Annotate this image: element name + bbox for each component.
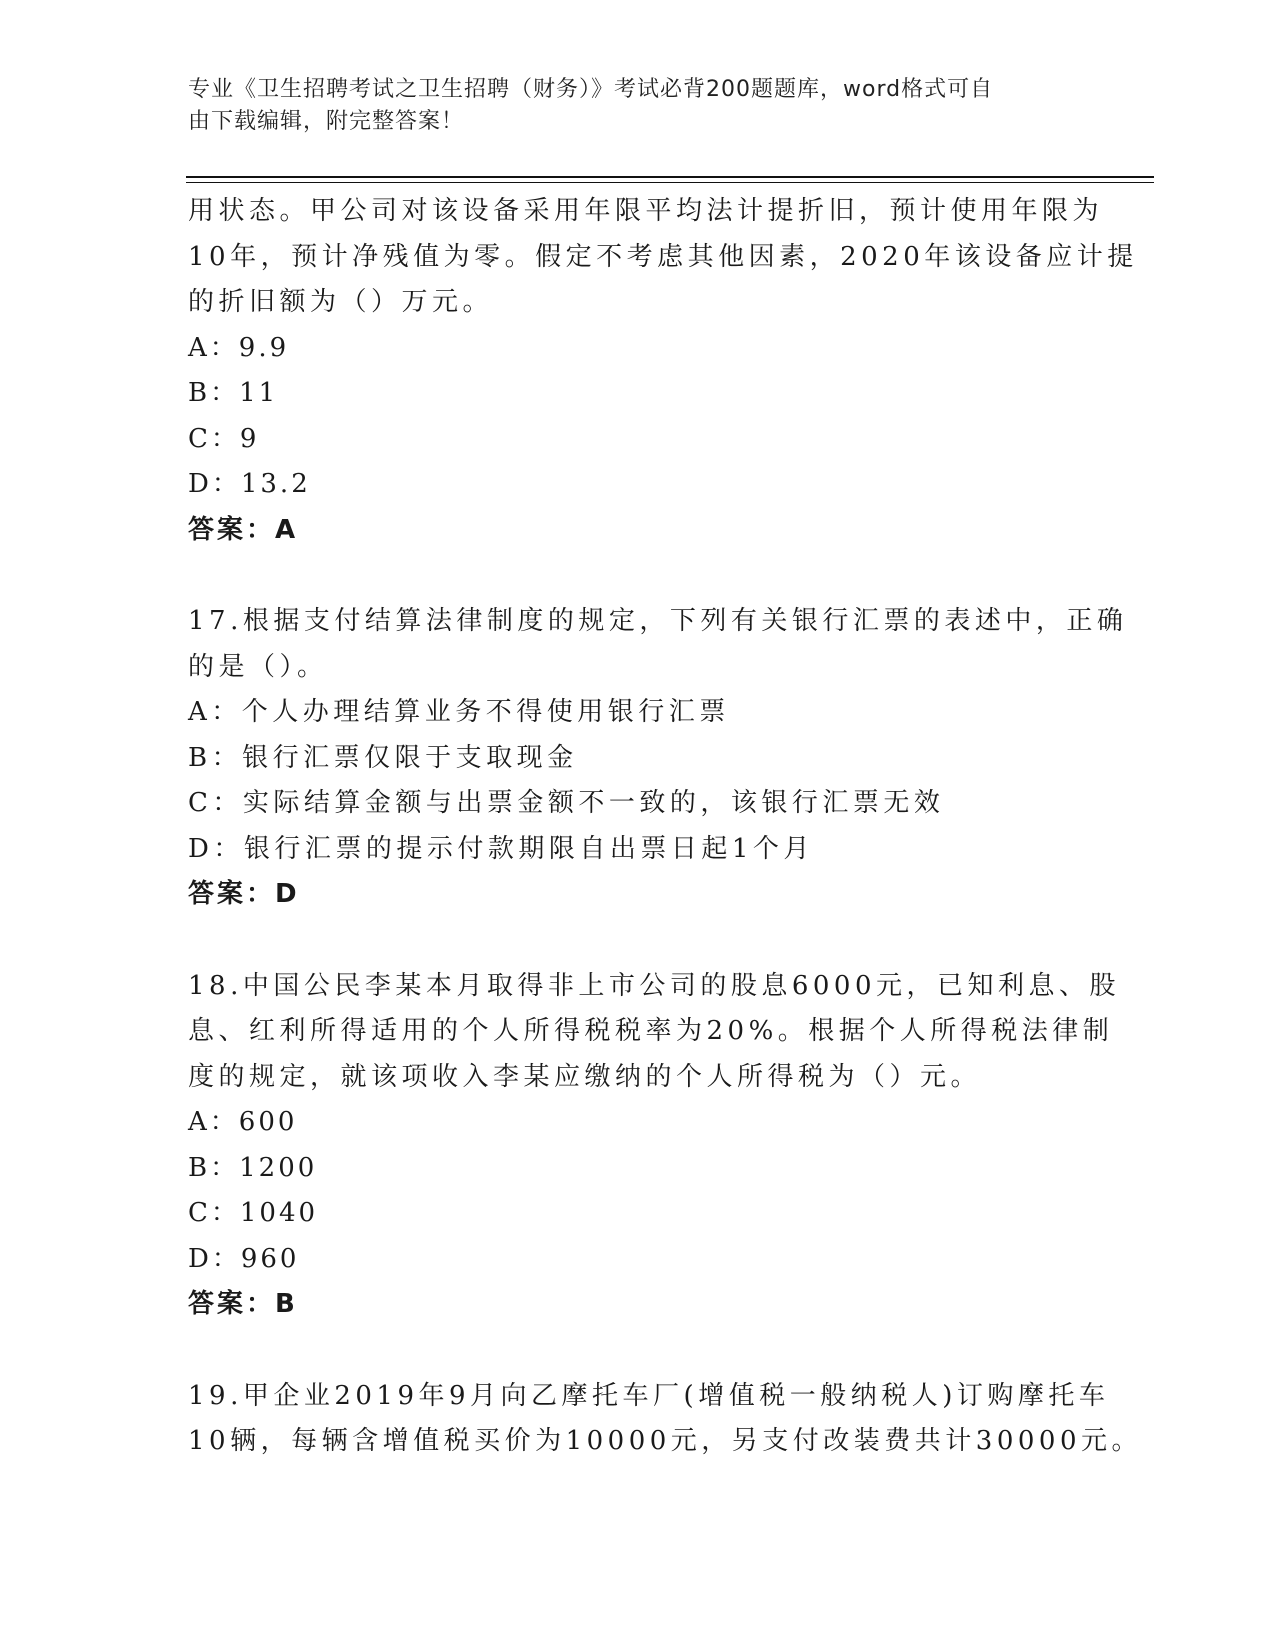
question-text-line: 18.中国公民李某本月取得非上市公司的股息6000元，已知利息、股 bbox=[188, 970, 1121, 1001]
option-a: A：600 bbox=[188, 1107, 298, 1137]
option-c: C：实际结算金额与出票金额不一致的，该银行汇票无效 bbox=[188, 788, 945, 818]
option-c: C：1040 bbox=[188, 1198, 319, 1228]
question-text-line: 度的规定，就该项收入李某应缴纳的个人所得税为（）元。 bbox=[188, 1061, 982, 1092]
question-text-line: 的折旧额为（）万元。 bbox=[188, 287, 494, 317]
question-17 bbox=[188, 599, 1128, 918]
header-line-1: 专业《卫生招聘考试之卫生招聘（财务）》考试必背200题题库，word格式可自 bbox=[188, 77, 994, 102]
question-text-line: 息、红利所得适用的个人所得税税率为20%。根据个人所得税法律制 bbox=[188, 1016, 1114, 1046]
option-a: A：9.9 bbox=[188, 332, 290, 363]
option-d: D：960 bbox=[188, 1243, 300, 1274]
header-line-2: 由下载编辑，附完整答案！ bbox=[188, 109, 465, 134]
answer-label: 答案：D bbox=[188, 879, 300, 909]
question-text-line: 17.根据支付结算法律制度的规定，下列有关银行汇票的表述中，正确 bbox=[188, 606, 1128, 636]
question-text-line: 10年，预计净残值为零。假定不考虑其他因素，2020年该设备应计提 bbox=[188, 241, 1138, 272]
question-text-line: 10辆，每辆含增值税买价为10000元，另支付改装费共计30000元。 bbox=[188, 1426, 1143, 1456]
question-spacer bbox=[188, 918, 1088, 964]
option-d: D：银行汇票的提示付款期限自出票日起1个月 bbox=[188, 833, 814, 864]
answer-label: 答案：B bbox=[188, 1289, 298, 1319]
question-19 bbox=[188, 1374, 1143, 1465]
header-rule-thick bbox=[186, 176, 1154, 178]
option-d: D：13.2 bbox=[188, 469, 311, 499]
question-18 bbox=[188, 964, 1121, 1328]
option-b: B：11 bbox=[188, 378, 279, 408]
question-text-line: 用状态。甲公司对该设备采用年限平均法计提折旧，预计使用年限为 bbox=[188, 196, 1104, 226]
question-spacer bbox=[188, 553, 1088, 599]
question-spacer bbox=[188, 1328, 1088, 1374]
answer-label: 答案：A bbox=[188, 514, 299, 545]
header-rule-thin bbox=[186, 182, 1154, 183]
page-header bbox=[188, 74, 1068, 138]
question-text-line: 19.甲企业2019年9月向乙摩托车厂(增值税一般纳税人)订购摩托车 bbox=[188, 1380, 1110, 1411]
option-b: B：1200 bbox=[188, 1152, 318, 1183]
question-text-line: 的是（）。 bbox=[188, 651, 328, 682]
question-16 bbox=[188, 189, 1138, 553]
question-list bbox=[188, 189, 1143, 1465]
option-b: B：银行汇票仅限于支取现金 bbox=[188, 742, 578, 773]
option-a: A：个人办理结算业务不得使用银行汇票 bbox=[188, 697, 730, 727]
option-c: C：9 bbox=[188, 423, 260, 454]
